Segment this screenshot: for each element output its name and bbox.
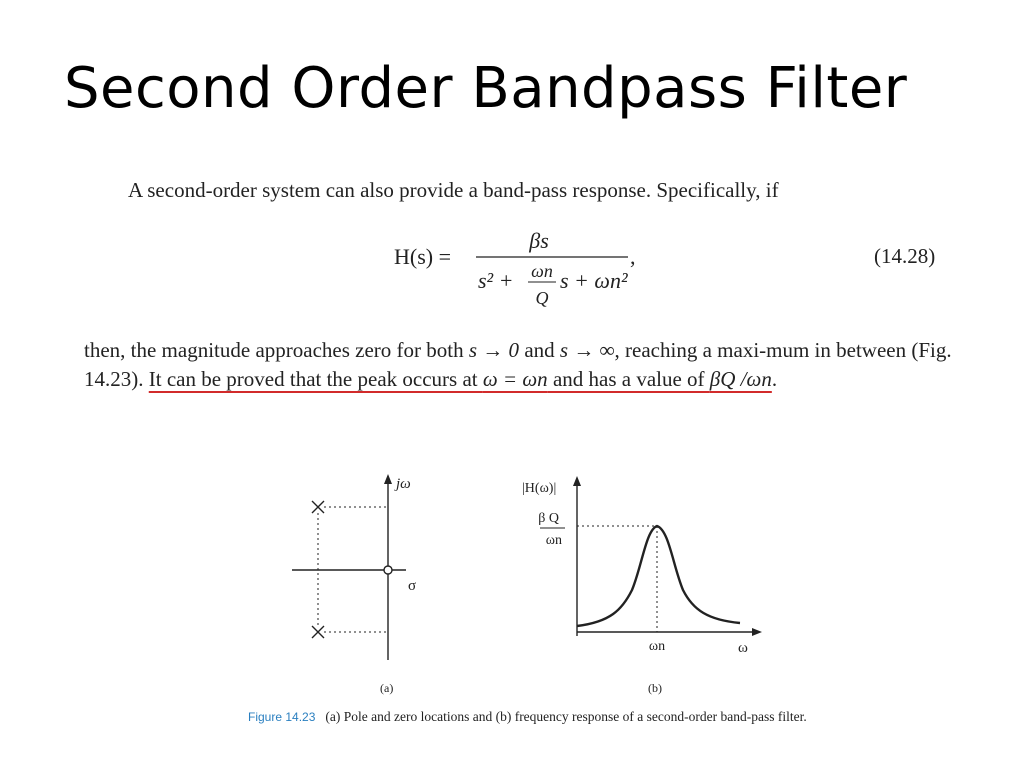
figure-caption <box>248 708 808 726</box>
b-peak-num: β Q <box>538 511 559 526</box>
b-y-arrow-icon <box>573 476 581 486</box>
caption-label: Figure 14.23 <box>248 710 316 724</box>
eq-comma: , <box>630 244 636 269</box>
para-part3: , reaching a maxi-mum in between (Fig. 14.23). <box>84 338 952 391</box>
para-part1: then, the magnitude approaches zero for both <box>84 338 469 362</box>
b-axis-y-label: |H(ω)| <box>522 481 557 496</box>
eq-den-s2: s² + <box>478 268 514 293</box>
b-sublabel: (b) <box>648 681 662 695</box>
underlined-claim <box>149 367 772 391</box>
para-part4: and has a value of <box>547 367 710 391</box>
para-underlined: It can be proved that the peak occurs at <box>148 367 483 391</box>
eq-den-frac-num: ωn <box>531 261 553 281</box>
eq-lhs: H(s) = <box>394 244 452 269</box>
b-axis-x-label: ω <box>738 640 748 656</box>
para-end: . <box>771 367 778 391</box>
b-x-arrow-icon <box>752 628 762 636</box>
caption-text: (a) Pole and zero locations and (b) frequency response of a second-order band-pass filter. <box>325 709 807 724</box>
slide-title: Second Order Bandpass Filter <box>64 56 908 121</box>
b-xtick-label: ωn <box>648 639 666 654</box>
a-sublabel: (a) <box>380 681 394 695</box>
transfer-function-equation <box>380 220 660 320</box>
eq-numerator: βs <box>529 228 549 253</box>
para-part2: and <box>519 338 560 362</box>
math-peak-value: βQ /ωn <box>709 367 772 391</box>
equation-number: (14.28) <box>874 244 936 268</box>
a-axis-y-label: jω <box>396 476 411 492</box>
figure-14-23 <box>280 470 770 700</box>
math-s-to-zero: s → 0 <box>468 338 520 362</box>
pole-lower-icon <box>312 626 324 638</box>
a-axis-x-label: σ <box>408 578 417 594</box>
zero-marker-icon <box>384 566 392 574</box>
eq-den-tail: s + ωn² <box>560 268 628 293</box>
pole-upper-icon <box>312 501 324 513</box>
frequency-response-plot <box>522 476 762 695</box>
b-peak-den: ωn <box>545 533 562 548</box>
response-curve <box>577 526 740 626</box>
paragraph <box>84 336 954 394</box>
intro-text: A second-order system can also provide a band-pass response. Specifically, if <box>128 178 779 202</box>
a-imag-arrow-icon <box>384 474 392 484</box>
math-s-to-inf: s → ∞ <box>559 338 615 362</box>
math-peak-at: ω = ωn <box>482 367 548 391</box>
pole-zero-plot <box>292 474 416 695</box>
eq-den-frac-den: Q <box>535 288 549 308</box>
